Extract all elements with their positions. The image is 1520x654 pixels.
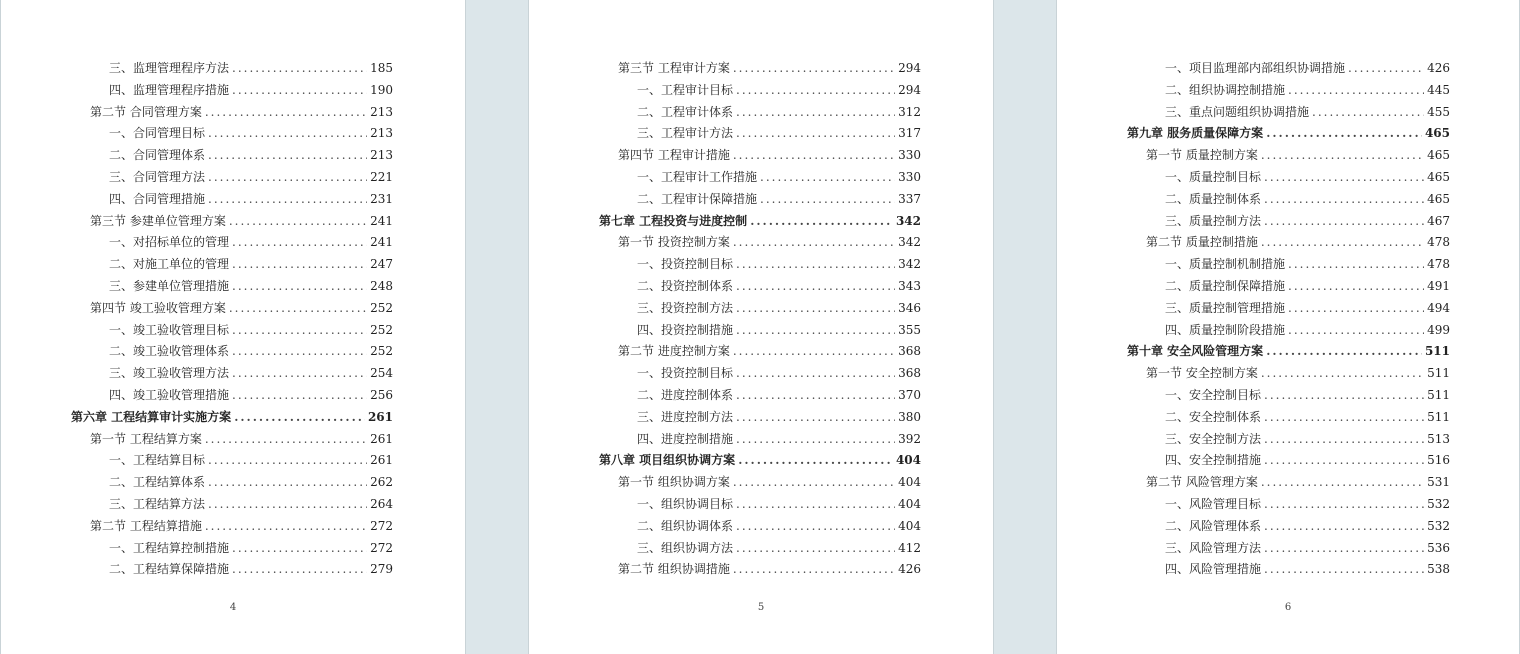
dot-leader (1264, 167, 1424, 189)
toc-entry-page-number: 404 (895, 453, 921, 468)
toc-entry-label: 三、工程审计方法 (637, 126, 734, 141)
dot-leader (1288, 320, 1424, 342)
toc-entry-page-number: 404 (898, 518, 921, 533)
toc-section-entry[interactable] (90, 516, 393, 538)
dot-leader (736, 298, 895, 320)
toc-entry-label: 一、工程审计目标 (637, 82, 734, 97)
toc-entry-label: 第一节 安全控制方案 (1146, 366, 1258, 381)
toc-entry-label: 第四节 竣工验收管理方案 (90, 300, 226, 315)
dot-leader (736, 102, 895, 124)
dot-leader (232, 538, 367, 560)
dot-leader (1288, 254, 1424, 276)
dot-leader (733, 559, 895, 581)
document-page (0, 0, 466, 654)
toc-entry-label: 第六章 工程结算审计实施方案 (71, 409, 232, 424)
toc-entry-label: 三、进度控制方法 (637, 409, 734, 424)
toc-entry-page-number: 532 (1427, 497, 1450, 511)
toc-subsection-entry[interactable] (1165, 80, 1450, 102)
toc-subsection-entry[interactable] (109, 494, 393, 516)
toc-entry-page-number: 478 (1427, 235, 1450, 250)
toc-entry-page-number: 213 (370, 148, 393, 163)
toc-entry-page-number: 368 (898, 366, 921, 381)
dot-leader (232, 341, 367, 363)
dot-leader (205, 429, 367, 451)
toc-entry-label: 第三节 工程审计方案 (618, 61, 730, 75)
dot-leader (1264, 189, 1424, 211)
dot-leader (232, 80, 367, 102)
toc-entry-label: 一、投资控制目标 (637, 366, 734, 381)
toc-section-entry[interactable] (618, 232, 921, 254)
toc-entry-label: 四、安全控制措施 (1165, 453, 1262, 468)
dot-leader (1261, 363, 1424, 385)
toc-subsection-entry[interactable] (109, 341, 393, 363)
toc-subsection-entry[interactable] (637, 123, 921, 145)
toc-entry-page-number: 254 (370, 366, 393, 381)
toc-entry-page-number: 513 (1427, 431, 1450, 446)
toc-entry-label: 二、工程审计体系 (637, 104, 734, 119)
toc-entry-page-number: 252 (370, 300, 393, 315)
dot-leader (733, 472, 895, 494)
toc-entry-label: 第九章 服务质量保障方案 (1127, 126, 1264, 141)
toc-entry-label: 三、参建单位管理措施 (109, 279, 230, 293)
toc-entry-page-number: 213 (370, 104, 393, 119)
toc-subsection-entry[interactable] (637, 429, 921, 451)
toc-subsection-entry[interactable] (109, 189, 393, 211)
toc-entry-label: 二、工程结算保障措施 (109, 562, 230, 577)
toc-entry-page-number: 445 (1427, 82, 1450, 97)
dot-leader (205, 102, 367, 124)
toc-subsection-entry[interactable] (637, 385, 921, 407)
dot-leader (1288, 298, 1424, 320)
toc-entry-label: 三、组织协调方法 (637, 540, 734, 555)
toc-entry-label: 第一节 质量控制方案 (1146, 148, 1258, 163)
page-number: 4 (229, 602, 237, 613)
dot-leader (736, 516, 895, 538)
toc-entry-label: 三、安全控制方法 (1165, 431, 1262, 446)
toc-entry-page-number: 262 (370, 475, 393, 490)
dot-leader (1264, 516, 1424, 538)
toc-subsection-entry[interactable] (109, 320, 393, 342)
toc-entry-page-number: 294 (898, 61, 921, 75)
dot-leader (1264, 494, 1424, 516)
dot-leader (760, 167, 895, 189)
toc-entry-label: 第三节 参建单位管理方案 (90, 213, 226, 228)
toc-entry-label: 一、合同管理目标 (109, 126, 206, 141)
toc-subsection-entry[interactable] (109, 559, 393, 581)
dot-leader (1264, 385, 1424, 407)
toc-subsection-entry[interactable] (1165, 429, 1450, 451)
toc-subsection-entry[interactable] (109, 80, 393, 102)
toc-entry-label: 三、重点问题组织协调措施 (1165, 104, 1310, 119)
toc-section-entry[interactable] (1146, 363, 1450, 385)
toc-entry-page-number: 368 (898, 344, 921, 359)
toc-entry-label: 二、组织协调体系 (637, 518, 734, 533)
toc-entry-page-number: 516 (1427, 453, 1450, 468)
toc-entry-label: 二、合同管理体系 (109, 148, 206, 163)
dot-leader (229, 298, 367, 320)
toc-entry-page-number: 241 (370, 235, 393, 250)
toc-chapter-entry[interactable] (599, 450, 921, 472)
dot-leader (232, 385, 367, 407)
dot-leader (232, 320, 367, 342)
dot-leader (736, 385, 895, 407)
toc-entry-page-number: 467 (1427, 213, 1450, 228)
toc-entry-page-number: 343 (898, 279, 921, 293)
toc-entry-label: 二、质量控制体系 (1165, 191, 1262, 206)
toc-entry-page-number: 261 (370, 431, 393, 446)
toc-entry-label: 二、组织协调控制措施 (1165, 82, 1286, 97)
toc-entry-page-number: 491 (1427, 279, 1450, 293)
toc-entry-page-number: 256 (370, 388, 393, 402)
toc-entry-page-number: 538 (1427, 562, 1450, 577)
dot-leader (736, 429, 895, 451)
toc-subsection-entry[interactable] (1165, 189, 1450, 211)
dot-leader (733, 58, 895, 80)
dot-leader (733, 232, 895, 254)
toc-entry-label: 一、工程结算目标 (109, 453, 206, 468)
toc-entry-label: 第四节 工程审计措施 (618, 148, 730, 163)
toc-entry-label: 二、工程结算体系 (109, 475, 206, 490)
toc-subsection-entry[interactable] (637, 363, 921, 385)
dot-leader (208, 123, 367, 145)
toc-subsection-entry[interactable] (1165, 407, 1450, 429)
toc-entry-label: 第二节 组织协调措施 (618, 562, 730, 577)
dot-leader (1266, 123, 1422, 145)
toc-subsection-entry[interactable] (1165, 559, 1450, 581)
toc-subsection-entry[interactable] (109, 254, 393, 276)
dot-leader (736, 276, 895, 298)
toc-section-entry[interactable] (1146, 232, 1450, 254)
dot-leader (760, 189, 895, 211)
toc-entry-page-number: 264 (370, 497, 393, 511)
toc-entry-page-number: 190 (370, 82, 393, 97)
toc-entry-page-number: 272 (370, 518, 393, 533)
toc-entry-label: 四、进度控制措施 (637, 431, 734, 446)
dot-leader (232, 232, 367, 254)
dot-leader (1264, 559, 1424, 581)
dot-leader (205, 516, 367, 538)
toc-entry-label: 第二节 质量控制措施 (1146, 235, 1258, 250)
toc-entry-page-number: 330 (898, 170, 921, 184)
toc-entry-page-number: 465 (1427, 148, 1450, 163)
toc-subsection-entry[interactable] (109, 276, 393, 298)
dot-leader (736, 320, 895, 342)
document-page (1056, 0, 1520, 654)
dot-leader (733, 145, 895, 167)
toc-entry-page-number: 465 (1427, 191, 1450, 206)
toc-chapter-entry[interactable] (1127, 341, 1450, 363)
toc-entry-page-number: 370 (898, 388, 921, 402)
toc-entry-label: 一、工程审计工作措施 (637, 170, 758, 184)
toc-subsection-entry[interactable] (109, 472, 393, 494)
page-number: 6 (1284, 602, 1292, 613)
toc-entry-page-number: 346 (898, 300, 921, 315)
toc-entry-page-number: 511 (1427, 388, 1450, 402)
dot-leader (1261, 232, 1424, 254)
dot-leader (736, 80, 895, 102)
toc-entry-label: 第十章 安全风险管理方案 (1127, 344, 1264, 359)
dot-leader (1264, 407, 1424, 429)
toc-entry-page-number: 241 (370, 213, 393, 228)
toc-entry-page-number: 536 (1427, 540, 1450, 555)
toc-subsection-entry[interactable] (637, 254, 921, 276)
toc-entry-page-number: 392 (898, 431, 921, 446)
toc-entry-label: 一、质量控制目标 (1165, 170, 1262, 184)
toc-subsection-entry[interactable] (637, 538, 921, 560)
toc-entry-page-number: 511 (1427, 409, 1450, 424)
dot-leader (736, 407, 895, 429)
toc-section-entry[interactable] (90, 298, 393, 320)
toc-chapter-entry[interactable] (599, 211, 921, 233)
dot-leader (736, 123, 895, 145)
toc-entry-page-number: 261 (367, 409, 393, 424)
toc-entry-page-number: 404 (898, 475, 921, 490)
toc-entry-page-number: 511 (1427, 366, 1450, 381)
toc-entry-label: 二、进度控制体系 (637, 388, 734, 402)
toc-entry-label: 第二节 工程结算措施 (90, 518, 202, 533)
dot-leader (232, 254, 367, 276)
toc-section-entry[interactable] (1146, 472, 1450, 494)
toc-subsection-entry[interactable] (637, 494, 921, 516)
toc-entry-page-number: 261 (370, 453, 393, 468)
toc-entry-page-number: 426 (1427, 61, 1450, 75)
toc-entry-label: 三、合同管理方法 (109, 170, 206, 184)
toc-entry-page-number: 337 (898, 191, 921, 206)
dot-leader (208, 450, 367, 472)
dot-leader (234, 407, 365, 429)
toc-entry-page-number: 342 (898, 257, 921, 272)
toc-entry-page-number: 455 (1427, 104, 1450, 119)
toc-subsection-entry[interactable] (1165, 102, 1450, 124)
dot-leader (208, 145, 367, 167)
toc-entry-label: 三、质量控制管理措施 (1165, 300, 1286, 315)
toc-entry-page-number: 294 (898, 82, 921, 97)
toc-entry-page-number: 213 (370, 126, 393, 141)
toc-entry-label: 一、质量控制机制措施 (1165, 257, 1286, 272)
toc-entry-label: 四、竣工验收管理措施 (109, 388, 230, 402)
toc-entry-label: 一、项目监理部内部组织协调措施 (1165, 61, 1346, 75)
toc-chapter-entry[interactable] (71, 407, 393, 429)
toc-entry-page-number: 412 (898, 540, 921, 555)
toc-subsection-entry[interactable] (1165, 254, 1450, 276)
dot-leader (1261, 145, 1424, 167)
dot-leader (208, 494, 367, 516)
dot-leader (1264, 538, 1424, 560)
dot-leader (750, 211, 893, 233)
toc-subsection-entry[interactable] (637, 320, 921, 342)
toc-entry-page-number: 465 (1427, 170, 1450, 184)
toc-entry-page-number: 499 (1427, 322, 1450, 337)
dot-leader (1288, 80, 1424, 102)
toc-entry-label: 四、质量控制阶段措施 (1165, 322, 1286, 337)
toc-entry-label: 三、质量控制方法 (1165, 213, 1262, 228)
toc-subsection-entry[interactable] (1165, 167, 1450, 189)
toc-entry-label: 二、工程审计保障措施 (637, 191, 758, 206)
toc-entry-page-number: 494 (1427, 300, 1450, 315)
dot-leader (736, 363, 895, 385)
toc-subsection-entry[interactable] (637, 298, 921, 320)
toc-subsection-entry[interactable] (109, 538, 393, 560)
toc-entry-label: 第二节 风险管理方案 (1146, 475, 1258, 490)
toc-entry-label: 二、质量控制保障措施 (1165, 279, 1286, 293)
toc-entry-page-number: 330 (898, 148, 921, 163)
dot-leader (208, 189, 367, 211)
toc-section-entry[interactable] (90, 429, 393, 451)
toc-subsection-entry[interactable] (637, 407, 921, 429)
toc-entry-page-number: 532 (1427, 518, 1450, 533)
dot-leader (208, 472, 367, 494)
toc-subsection-entry[interactable] (109, 58, 393, 80)
dot-leader (232, 276, 367, 298)
toc-entry-label: 第二节 进度控制方案 (618, 344, 730, 359)
document-page (528, 0, 994, 654)
toc-entry-page-number: 404 (898, 497, 921, 511)
toc-entry-label: 三、竣工验收管理方法 (109, 366, 230, 381)
toc-section-entry[interactable] (618, 559, 921, 581)
toc-entry-label: 第一节 组织协调方案 (618, 475, 730, 490)
toc-entry-page-number: 465 (1424, 126, 1450, 141)
toc-section-entry[interactable] (618, 472, 921, 494)
toc-entry-label: 一、安全控制目标 (1165, 388, 1262, 402)
toc-subsection-entry[interactable] (109, 145, 393, 167)
toc-subsection-entry[interactable] (1165, 538, 1450, 560)
dot-leader (232, 363, 367, 385)
toc-entry-page-number: 511 (1424, 344, 1450, 359)
page-number: 5 (757, 602, 765, 613)
toc-subsection-entry[interactable] (109, 385, 393, 407)
toc-entry-page-number: 248 (370, 279, 393, 293)
toc-entry-page-number: 317 (898, 126, 921, 141)
toc-subsection-entry[interactable] (109, 123, 393, 145)
toc-subsection-entry[interactable] (1165, 516, 1450, 538)
toc-subsection-entry[interactable] (637, 276, 921, 298)
toc-subsection-entry[interactable] (637, 516, 921, 538)
toc-section-entry[interactable] (618, 145, 921, 167)
toc-entry-page-number: 355 (898, 322, 921, 337)
toc-subsection-entry[interactable] (637, 102, 921, 124)
toc-entry-page-number: 478 (1427, 257, 1450, 272)
toc-subsection-entry[interactable] (637, 80, 921, 102)
toc-subsection-entry[interactable] (1165, 320, 1450, 342)
dot-leader (736, 494, 895, 516)
dot-leader (1348, 58, 1424, 80)
dot-leader (1261, 472, 1424, 494)
toc-entry-page-number: 380 (898, 409, 921, 424)
toc-subsection-entry[interactable] (1165, 494, 1450, 516)
toc-entry-label: 二、安全控制体系 (1165, 409, 1262, 424)
toc-section-entry[interactable] (618, 58, 921, 80)
toc-subsection-entry[interactable] (637, 189, 921, 211)
toc-entry-label: 二、风险管理体系 (1165, 518, 1262, 533)
toc-entry-page-number: 252 (370, 322, 393, 337)
toc-entry-label: 一、竣工验收管理目标 (109, 322, 230, 337)
toc-chapter-entry[interactable] (1127, 123, 1450, 145)
toc-entry-label: 第七章 工程投资与进度控制 (599, 213, 748, 228)
toc-subsection-entry[interactable] (1165, 450, 1450, 472)
dot-leader (733, 341, 895, 363)
toc-subsection-entry[interactable] (109, 232, 393, 254)
toc-entry-label: 四、风险管理措施 (1165, 562, 1262, 577)
toc-entry-label: 一、风险管理目标 (1165, 497, 1262, 511)
dot-leader (229, 211, 367, 233)
dot-leader (1312, 102, 1424, 124)
toc-entry-label: 一、组织协调目标 (637, 497, 734, 511)
toc-entry-label: 第二节 合同管理方案 (90, 104, 202, 119)
toc-entry-label: 四、监理管理程序措施 (109, 82, 230, 97)
dot-leader (736, 538, 895, 560)
toc-section-entry[interactable] (618, 341, 921, 363)
toc-subsection-entry[interactable] (637, 167, 921, 189)
toc-section-entry[interactable] (90, 211, 393, 233)
toc-subsection-entry[interactable] (109, 363, 393, 385)
dot-leader (736, 254, 895, 276)
toc-subsection-entry[interactable] (109, 450, 393, 472)
dot-leader (208, 167, 367, 189)
toc-entry-label: 第八章 项目组织协调方案 (599, 453, 736, 468)
toc-entry-label: 二、投资控制体系 (637, 279, 734, 293)
dot-leader (1288, 276, 1424, 298)
toc-entry-label: 一、投资控制目标 (637, 257, 734, 272)
toc-entry-page-number: 231 (370, 191, 393, 206)
toc-subsection-entry[interactable] (109, 167, 393, 189)
toc-entry-label: 二、对施工单位的管理 (109, 257, 230, 272)
toc-entry-page-number: 252 (370, 344, 393, 359)
toc-entry-page-number: 185 (370, 61, 393, 75)
toc-entry-page-number: 272 (370, 540, 393, 555)
toc-subsection-entry[interactable] (1165, 298, 1450, 320)
toc-entry-label: 第一节 投资控制方案 (618, 235, 730, 250)
dot-leader (1266, 341, 1422, 363)
toc-entry-label: 三、投资控制方法 (637, 300, 734, 315)
dot-leader (1264, 211, 1424, 233)
dot-leader (232, 58, 367, 80)
toc-entry-page-number: 312 (898, 104, 921, 119)
toc-entry-page-number: 247 (370, 257, 393, 272)
toc-entry-page-number: 342 (895, 213, 921, 228)
toc-entry-label: 第一节 工程结算方案 (90, 431, 202, 446)
toc-entry-page-number: 531 (1427, 475, 1450, 490)
toc-subsection-entry[interactable] (1165, 211, 1450, 233)
dot-leader (232, 559, 367, 581)
toc-entry-label: 四、投资控制措施 (637, 322, 734, 337)
toc-section-entry[interactable] (1146, 145, 1450, 167)
toc-entry-label: 四、合同管理措施 (109, 191, 206, 206)
dot-leader (738, 450, 893, 472)
toc-entry-label: 三、工程结算方法 (109, 497, 206, 511)
toc-subsection-entry[interactable] (1165, 276, 1450, 298)
toc-subsection-entry[interactable] (1165, 58, 1450, 80)
toc-subsection-entry[interactable] (1165, 385, 1450, 407)
toc-entry-label: 一、对招标单位的管理 (109, 235, 230, 250)
toc-section-entry[interactable] (90, 102, 393, 124)
toc-entry-page-number: 426 (898, 562, 921, 577)
dot-leader (1264, 429, 1424, 451)
toc-entry-label: 一、工程结算控制措施 (109, 540, 230, 555)
toc-entry-page-number: 221 (370, 170, 393, 184)
toc-entry-page-number: 279 (370, 562, 393, 577)
toc-entry-label: 三、风险管理方法 (1165, 540, 1262, 555)
toc-entry-page-number: 342 (898, 235, 921, 250)
toc-entry-label: 二、竣工验收管理体系 (109, 344, 230, 359)
toc-entry-label: 三、监理管理程序方法 (109, 61, 230, 75)
dot-leader (1264, 450, 1424, 472)
